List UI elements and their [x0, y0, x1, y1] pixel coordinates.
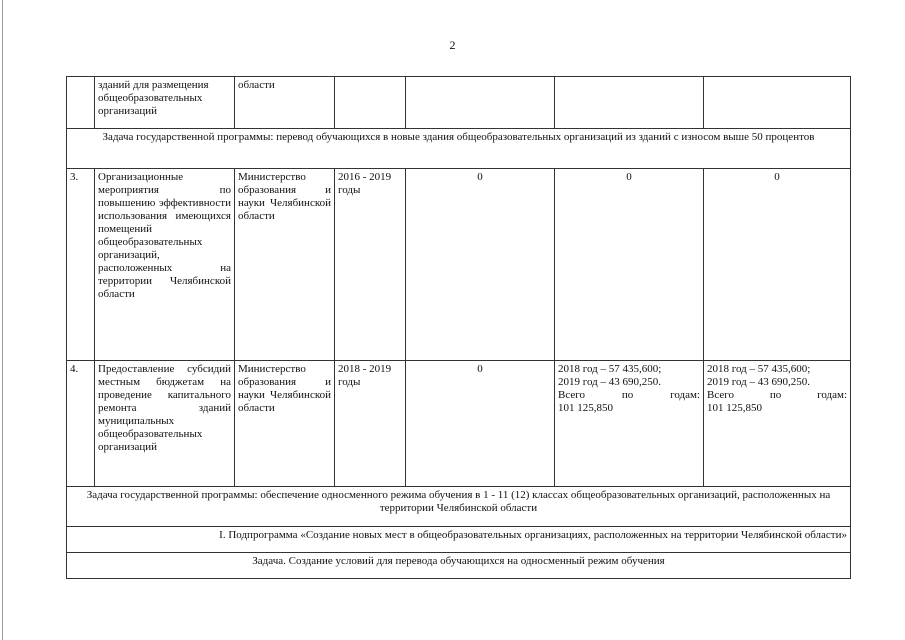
page-number: 2	[449, 38, 456, 52]
cell-col6: 2018 год – 57 435,600; 2019 год – 43 690,250. Всего по годам: 101 125,850	[555, 361, 704, 487]
cell-col7: 2018 год – 57 435,600; 2019 год – 43 690,250. Всего по годам: 101 125,850	[704, 361, 851, 487]
cell-executor: Министерство образования и науки Челябинской области	[235, 169, 335, 361]
table-row-task	[67, 129, 851, 169]
cell-period: 2016 - 2019 годы	[335, 169, 406, 361]
cell-num	[67, 77, 95, 129]
cell-executor: области	[235, 77, 335, 129]
cell-col5	[406, 77, 555, 129]
task-heading-1: Задача государственной программы: перевод обучающихся в новые здания общеобразовательных организаций из зданий с износом выше 50 процентов	[67, 129, 851, 169]
cell-name: зданий для размещения общеобразовательных организаций	[95, 77, 235, 129]
cell-name: Организационные мероприятия по повышению эффективности использования имеющихся помещений общеобразовательных организаций, расположенных на территории Челябинской области	[95, 169, 235, 361]
table-row-3	[67, 169, 851, 361]
table-row-task	[67, 553, 851, 579]
subprogram-heading: I. Подпрограмма «Создание новых мест в общеобразовательных организациях, расположенных на территории Челябинской области»	[67, 527, 851, 553]
cell-col7	[704, 77, 851, 129]
cell-col5: 0	[406, 361, 555, 487]
cell-num: 4.	[67, 361, 95, 487]
cell-name: Предоставление субсидий местным бюджетам на проведение капитального ремонта зданий муниципальных общеобразовательных организаций	[95, 361, 235, 487]
program-activities-table	[66, 76, 851, 579]
table-row-4	[67, 361, 851, 487]
cell-col6	[555, 77, 704, 129]
cell-num: 3.	[67, 169, 95, 361]
left-margin-rule	[2, 0, 3, 640]
cell-col6: 0	[555, 169, 704, 361]
cell-col7: 0	[704, 169, 851, 361]
cell-executor: Министерство образования и науки Челябинской области	[235, 361, 335, 487]
task-heading-2: Задача государственной программы: обеспечение односменного режима обучения в 1 - 11 (12) классах общеобразовательных организаций, расположенных на территории Челябинской области	[67, 487, 851, 527]
task-heading-3: Задача. Создание условий для перевода обучающихся на односменный режим обучения	[67, 553, 851, 579]
table-row-continuation	[67, 77, 851, 129]
cell-period	[335, 77, 406, 129]
table-row-task	[67, 487, 851, 527]
table-row-subprogram	[67, 527, 851, 553]
cell-col5: 0	[406, 169, 555, 361]
cell-period: 2018 - 2019 годы	[335, 361, 406, 487]
